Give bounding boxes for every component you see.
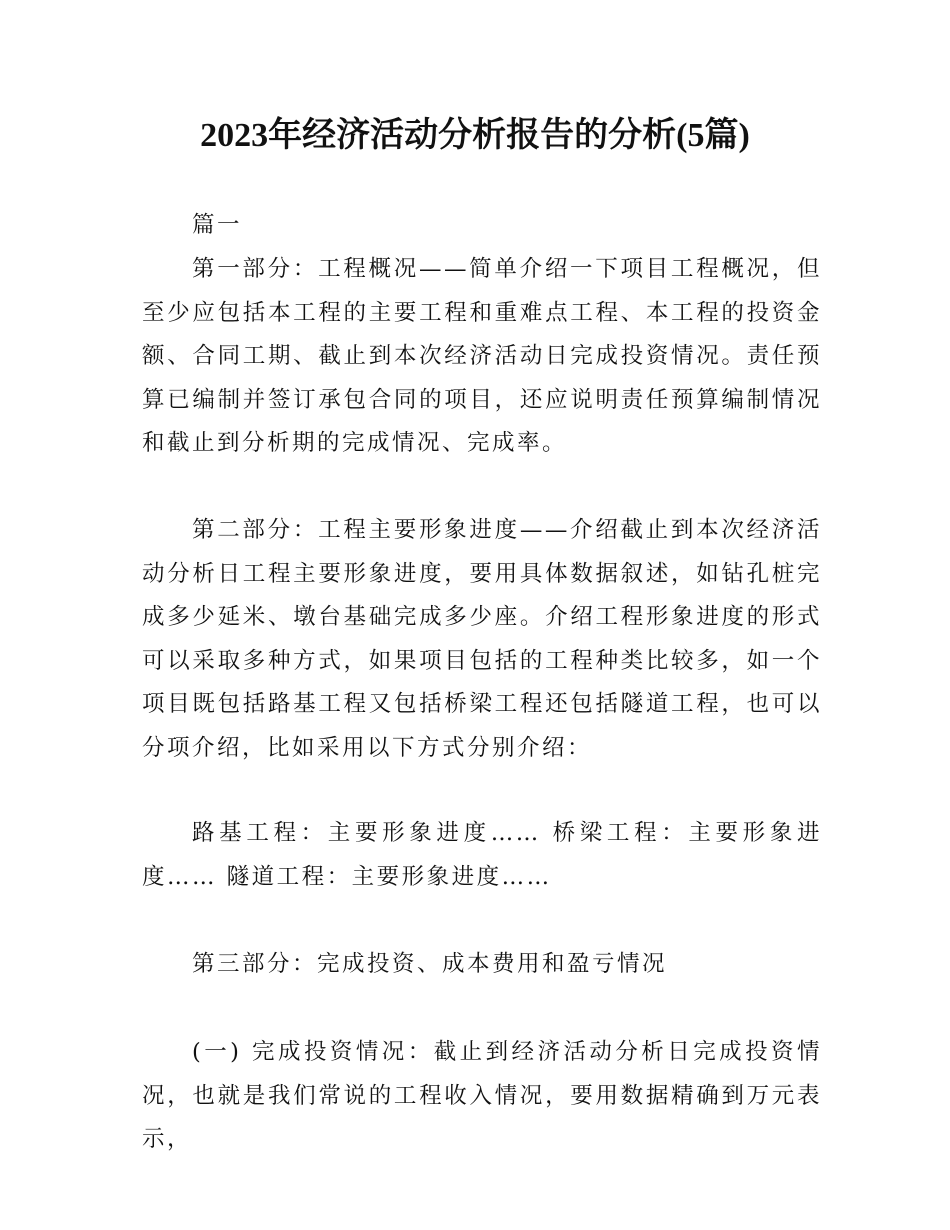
paragraph-investment: (一) 完成投资情况：截止到经济活动分析日完成投资情况，也就是我们常说的工程收入情况，要用数据精确到万元表示， [142,1039,822,1152]
paragraph-part-two: 第二部分：工程主要形象进度——介绍截止到本次经济活动分析日工程主要形象进度，要用具体数据叙述，如钻孔桩完成多少延米、墩台基础完成多少座。介绍工程形象进度的形式可以采取多种方式，如果项目包括的工程种类比较多，如一个项目既包括路基工程又包括桥梁工程还包括隧道工程，也可以分项介绍，比如采用以下方式分别介绍： [142,517,822,761]
section-heading: 篇一 [192,212,243,238]
paragraph-part-one: 第一部分：工程概况——简单介绍一下项目工程概况，但至少应包括本工程的主要工程和重难点工程、本工程的投资金额、合同工期、截止到本次经济活动日完成投资情况。责任预算已编制并签订承包合同的项目，还应说明责任预算编制情况和截止到分析期的完成情况、完成率。 [142,256,822,456]
paragraph-part-three: 第三部分：完成投资、成本费用和盈亏情况 [192,951,668,977]
paragraph-progress-list: 路基工程：主要形象进度…… 桥梁工程：主要形象进度…… 隧道工程：主要形象进度…… [142,820,822,890]
document-title: 2023年经济活动分析报告的分析(5篇) [200,117,750,154]
